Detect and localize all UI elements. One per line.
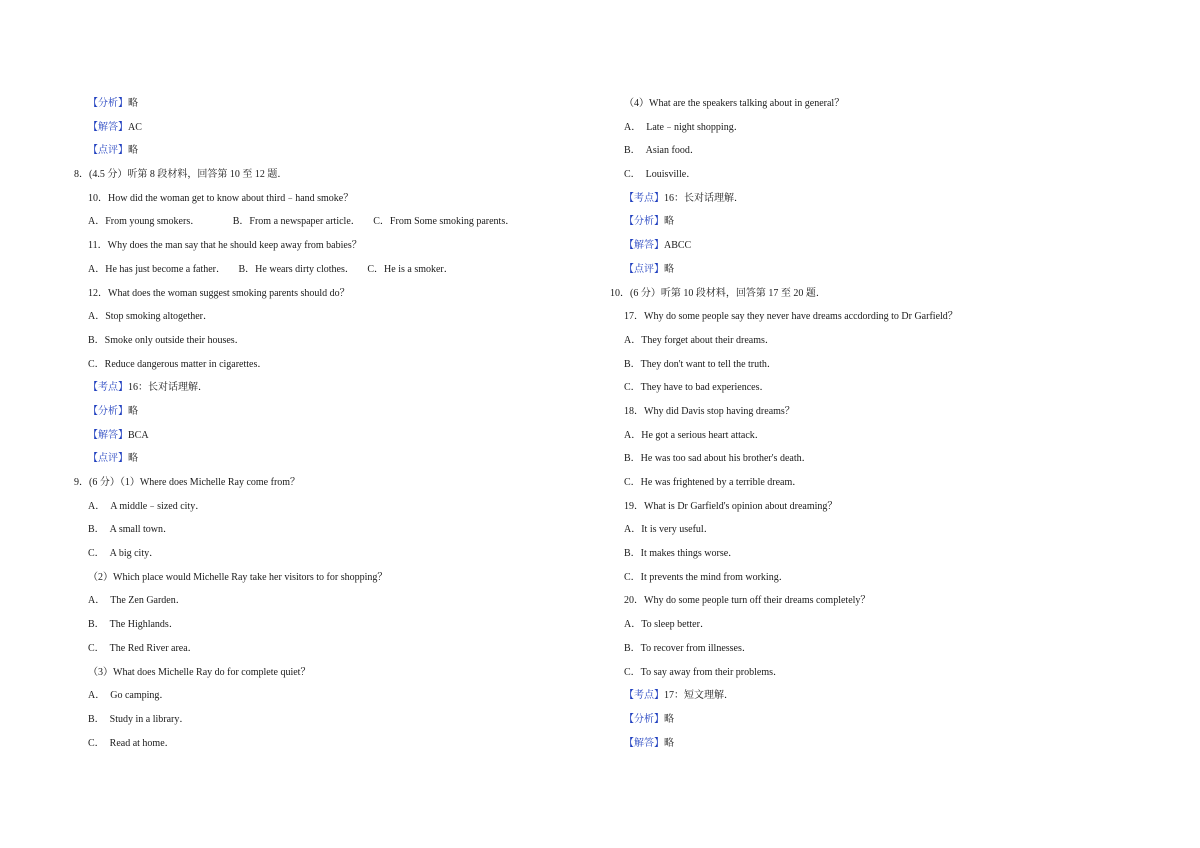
comment-tag: 【点评】 [88, 453, 128, 465]
comment-text: 略 [128, 453, 138, 465]
question-9-2: （2）Which place would Michelle Ray take her visitors to for shopping？ [88, 571, 388, 583]
answer-tag: 【解答】 [624, 737, 664, 749]
key-point-tag: 【考点】 [88, 382, 128, 394]
question-10: 10．How did the woman get to know about third﹣hand smoke？ [88, 192, 354, 204]
answer-tag: 【解答】 [88, 121, 128, 133]
option-a: A．It is very useful． [624, 524, 714, 536]
key-point-text: 17：短文理解． [664, 690, 734, 702]
option-a: A． A middle﹣sized city． [88, 500, 206, 512]
option-c: C．Reduce dangerous matter in cigarettes． [88, 358, 268, 370]
option-b: B．He wears dirty clothes． [238, 263, 355, 275]
option-a: A． Go camping． [88, 690, 170, 702]
analysis-tag: 【分析】 [624, 216, 664, 228]
option-c: C．They have to bad experiences． [624, 382, 770, 394]
question-20: 20．Why do some people turn off their dreams completely？ [624, 595, 871, 607]
option-c: C． Read at home． [88, 737, 175, 749]
analysis-line [74, 400, 574, 424]
option-a: A． The Zen Garden． [88, 595, 186, 607]
question-9-4: （4）What are the speakers talking about in general？ [624, 98, 845, 109]
analysis-tag: 【分析】 [88, 98, 128, 109]
analysis-text: 略 [128, 405, 138, 417]
comment-line [74, 139, 574, 163]
option-a: A．From young smokers． [88, 216, 201, 228]
comment-line [610, 258, 1130, 282]
question-9-3: （3）What does Michelle Ray do for complete quiet？ [88, 666, 311, 678]
option-b: B． Study in a library． [88, 713, 190, 725]
answer-tag: 【解答】 [88, 429, 128, 441]
answer-tag: 【解答】 [624, 240, 664, 252]
analysis-line [610, 210, 1130, 234]
option-a: A． Late﹣night shopping． [624, 121, 744, 133]
key-point-tag: 【考点】 [624, 192, 664, 204]
answer-line [74, 424, 574, 448]
analysis-text: 略 [664, 216, 674, 228]
option-b: B．It makes things worse． [624, 548, 739, 560]
analysis-line [610, 708, 1130, 732]
option-b: B． A small town． [88, 524, 174, 536]
option-b: B．They don't want to tell the truth． [624, 358, 777, 370]
question-9-header: 9．(6 分）（1）Where does Michelle Ray come from？ [74, 477, 301, 488]
key-point-line [74, 376, 574, 400]
answer-text: BCA [128, 429, 149, 441]
answer-line [74, 116, 574, 140]
left-column [74, 92, 574, 755]
option-a: A．Stop smoking altogether． [88, 311, 213, 323]
key-point-line [610, 187, 1130, 211]
option-b: B． The Highlands． [88, 619, 179, 631]
question-11: 11．Why does the man say that he should keep away from babies？ [88, 240, 362, 252]
option-c: C．To say away from their problems． [624, 666, 783, 678]
analysis-tag: 【分析】 [88, 405, 128, 417]
analysis-text: 略 [664, 713, 674, 725]
question-10-options [74, 210, 574, 234]
comment-tag: 【点评】 [88, 145, 128, 157]
key-point-tag: 【考点】 [624, 690, 664, 702]
key-point-text: 16：长对话理解． [128, 382, 208, 394]
option-a: A．He got a serious heart attack． [624, 429, 765, 441]
analysis-tag: 【分析】 [624, 713, 664, 725]
comment-tag: 【点评】 [624, 263, 664, 275]
option-c: C．He was frightened by a terrible dream． [624, 477, 803, 488]
question-17: 17．Why do some people say they never have dreams accdording to Dr Garfield？ [624, 311, 958, 323]
answer-text: AC [128, 121, 142, 133]
answer-text: 略 [664, 737, 674, 749]
analysis-line [74, 92, 574, 116]
option-a: A．To sleep better． [624, 619, 710, 631]
comment-line [74, 447, 574, 471]
comment-text: 略 [664, 263, 674, 275]
option-c: C． Louisville． [624, 169, 697, 181]
answer-text: ABCC [664, 240, 692, 252]
option-a: A．He has just become a father． [88, 263, 227, 275]
question-19: 19．What is Dr Garfield's opinion about dreaming？ [624, 500, 838, 512]
option-c: C．It prevents the mind from working． [624, 571, 789, 583]
question-10-header: 10．(6 分）听第 10 段材料，回答第 17 至 20 题． [610, 287, 826, 299]
option-c: C． The Red River area． [88, 642, 198, 654]
option-b: B． Asian food． [624, 145, 700, 157]
answer-line [610, 732, 1130, 756]
option-b: B．From a newspaper article． [232, 216, 361, 228]
option-c: C．He is a smoker． [367, 263, 454, 275]
key-point-line [610, 684, 1130, 708]
question-11-options [74, 258, 574, 282]
option-a: A．They forget about their dreams． [624, 334, 775, 346]
option-c: C． A big city． [88, 548, 160, 560]
key-point-text: 16：长对话理解． [664, 192, 744, 204]
analysis-text: 略 [128, 98, 138, 109]
option-b: B．To recover from illnesses． [624, 642, 752, 654]
comment-text: 略 [128, 145, 138, 157]
question-8-header: 8．(4.5 分）听第 8 段材料，回答第 10 至 12 题． [74, 169, 288, 181]
answer-line [610, 234, 1130, 258]
right-column [610, 92, 1130, 755]
option-c: C．From Some smoking parents． [373, 216, 516, 228]
option-b: B．Smoke only outside their houses． [88, 334, 245, 346]
option-b: B．He was too sad about his brother's death． [624, 453, 812, 465]
question-18: 18．Why did Davis stop having dreams？ [624, 405, 795, 417]
question-12: 12．What does the woman suggest smoking parents should do？ [88, 287, 350, 299]
